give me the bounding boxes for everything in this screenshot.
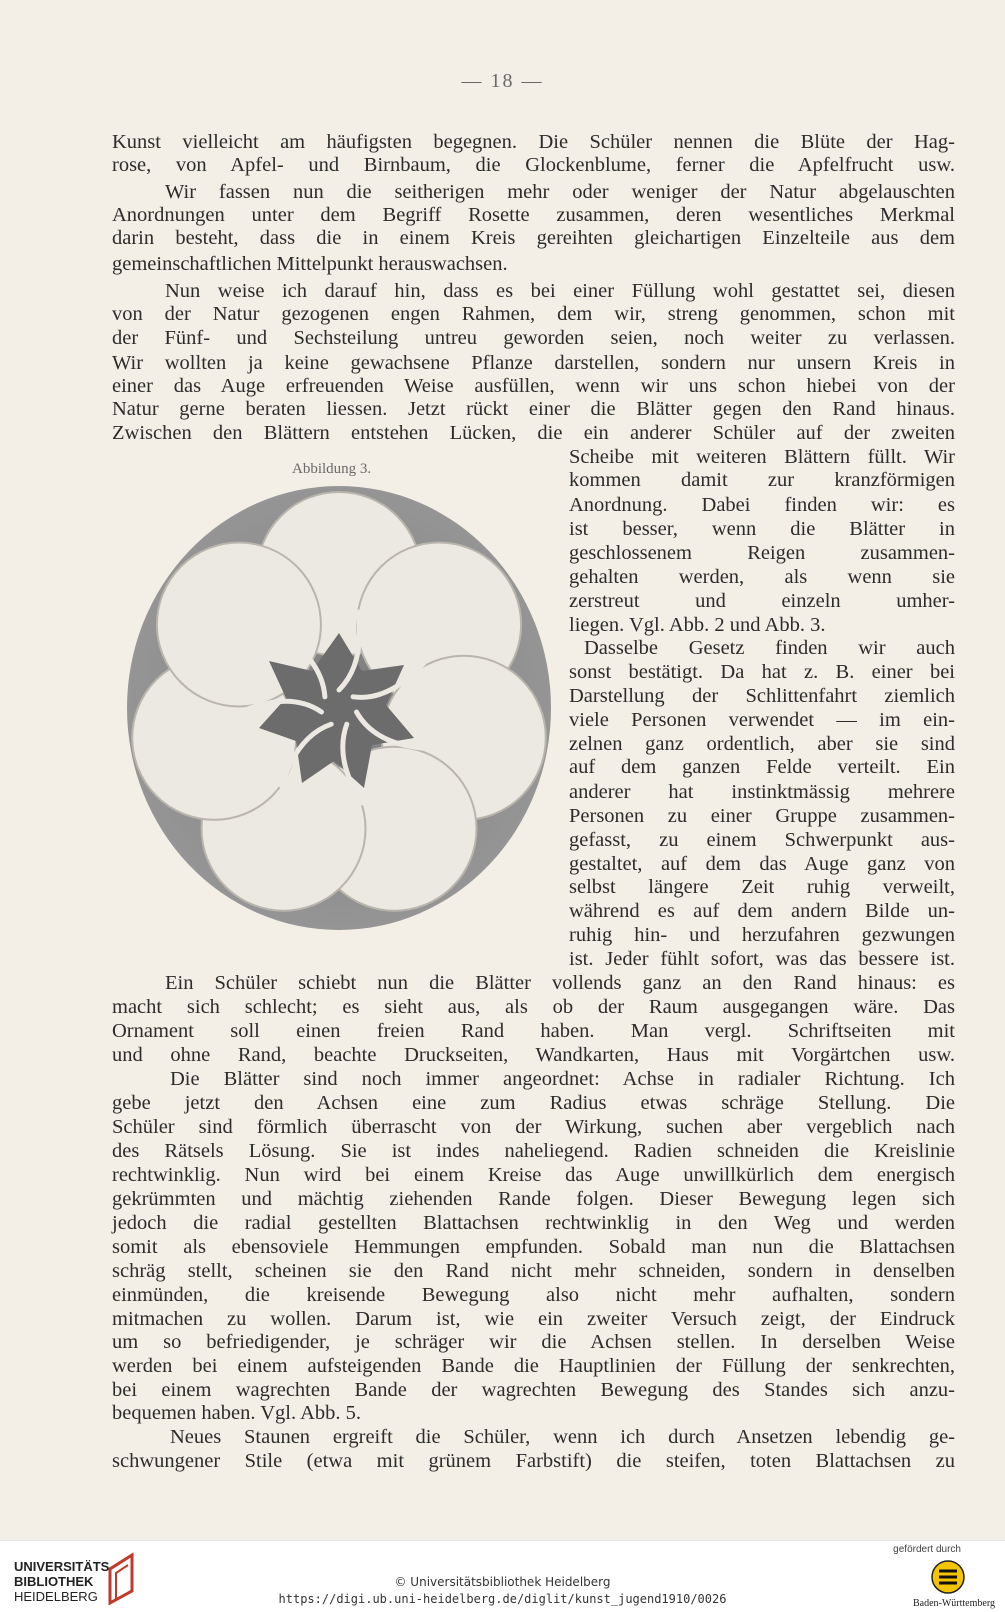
permalink[interactable]: https://digi.ub.uni-heidelberg.de/diglit/kunst_jugend1910/0026 (278, 1592, 727, 1606)
text-line: schwungener Stile (etwa mit grünem Farbstift) die steifen, toten Blattachsen zu (112, 1450, 955, 1472)
text-line: Die Blätter sind noch immer angeordnet: Achse in radialer Richtung. Ich (170, 1068, 955, 1090)
text-line: sonst bestätigt. Da hat z. B. einer bei (569, 661, 955, 683)
text-line: Wir wollten ja keine gewachsene Pflanze darstellen, sondern nur unsern Kreis in (112, 352, 955, 374)
text-line: liegen. Vgl. Abb. 2 und Abb. 3. (569, 614, 826, 636)
text-line: um so befriedigender, je schräger wir die Achsen stellen. In derselben Weise (112, 1331, 955, 1353)
text-line: gefasst, zu einem Schwerpunkt aus- (569, 829, 955, 851)
text-line: Kunst vielleicht am häufigsten begegnen. Die Schüler nennen die Blüte der Hag- (112, 131, 955, 153)
text-line: somit als ebensoviele Hemmungen empfunden. Sobald man nun die Blattachsen (112, 1236, 955, 1258)
text-line: auf dem ganzen Felde verteilt. Ein (569, 756, 955, 778)
text-line: gestaltet, auf dem das Auge ganz von (569, 853, 955, 875)
text-line: bei einem wagrechten Bande der wagrechten Bewegung des Standes sich anzu- (112, 1379, 955, 1401)
text-line: Darstellung der Schlittenfahrt ziemlich (569, 685, 955, 707)
text-line: bequemen haben. Vgl. Abb. 5. (112, 1402, 361, 1424)
text-line: darin besteht, dass die in einem Kreis gereihten gleichartigen Einzelteile aus dem (112, 227, 955, 249)
text-line: Natur gerne beraten liessen. Jetzt rückt einer die Blätter gegen den Rand hinaus. (112, 398, 955, 420)
text-line: Wir fassen nun die seitherigen mehr oder weniger der Natur abgelauschten (165, 181, 955, 203)
text-line: einmünden, die kreisende Bewegung also nicht mehr aufhalten, sondern (112, 1284, 955, 1306)
rosette-figure (124, 483, 554, 933)
text-line: jedoch die radial gestellten Blattachsen rechtwinklig in den Weg und werden (112, 1212, 955, 1234)
text-line: schräg stellt, scheinen sie den Rand nicht mehr schneiden, sondern in denselben (112, 1260, 955, 1282)
text-line: Zwischen den Blättern entstehen Lücken, die ein anderer Schüler auf der zweiten (112, 422, 955, 444)
text-line: anderer hat instinktmässig mehrere (569, 781, 955, 803)
footer-bar (0, 1540, 1005, 1612)
text-line: werden bei einem aufsteigenden Bande die Hauptlinien der Füllung der senkrechten, (112, 1355, 955, 1377)
text-line: selbst längere Zeit ruhig verweilt, (569, 876, 955, 898)
text-line: gemeinschaftlichen Mittelpunkt herauswachsen. (112, 253, 508, 275)
sponsor-label: gefördert durch (893, 1544, 961, 1555)
text-line: rose, von Apfel- und Birnbaum, die Glockenblume, ferner die Apfelfrucht usw. (112, 154, 955, 176)
text-line: Personen zu einer Gruppe zusammen- (569, 805, 955, 827)
figure-caption: Abbildung 3. (292, 461, 372, 477)
text-line: geschlossenem Reigen zusammen- (569, 542, 955, 564)
text-line: zerstreut und einzeln umher- (569, 590, 955, 612)
text-line: einer das Auge erfreuenden Weise ausfüllen, wenn wir uns schon hiebei von der (112, 375, 955, 397)
text-line: Anordnung. Dabei finden wir: es (569, 494, 955, 516)
text-line: ist. Jeder fühlt sofort, was das bessere ist. (569, 948, 955, 970)
text-line: Scheibe mit weiteren Blättern füllt. Wir (569, 446, 955, 468)
text-line: gehalten werden, als wenn sie (569, 566, 955, 588)
baden-wuerttemberg-crest-icon (931, 1559, 965, 1595)
text-line: ist besser, wenn die Blätter in (569, 518, 955, 540)
copyright-text: © Universitätsbibliothek Heidelberg (394, 1575, 611, 1589)
page-number: — 18 — (461, 70, 544, 92)
text-line: Nun weise ich darauf hin, dass es bei einer Füllung wohl gestattet sei, diesen (165, 280, 955, 302)
text-line: viele Personen verwendet — im ein- (569, 709, 955, 731)
text-line: des Rätsels Lösung. Sie ist indes naheliegend. Radien schneiden die Kreislinie (112, 1140, 955, 1162)
text-line: zelnen ganz ordentlich, aber sie sind (569, 733, 955, 755)
sponsor-name: Baden-Württemberg (912, 1598, 995, 1609)
text-line: kommen damit zur kranzförmigen (569, 469, 955, 491)
text-line: von der Natur gezogenen engen Rahmen, dem wir, streng genommen, schon mit (112, 303, 955, 325)
logo-line-3: HEIDELBERG (14, 1589, 98, 1604)
text-line: gebe jetzt den Achsen eine zum Radius etwas schräge Stellung. Die (112, 1092, 955, 1114)
logo-line-2: BIBLIOTHEK (14, 1574, 94, 1589)
text-line: Neues Staunen ergreift die Schüler, wenn ich durch Ansetzen lebendig ge- (170, 1426, 955, 1448)
text-line: und ohne Rand, beachte Druckseiten, Wandkarten, Haus mit Vorgärtchen usw. (112, 1044, 955, 1066)
text-line: Ornament soll einen freien Rand haben. Man vergl. Schriftseiten mit (112, 1020, 955, 1042)
text-line: der Fünf- und Sechsteilung untreu geworden seien, noch weiter zu verlassen. (112, 327, 955, 349)
text-line: während es auf dem andern Bilde un- (569, 900, 955, 922)
text-line: Ein Schüler schiebt nun die Blätter vollends ganz an den Rand hinaus: es (165, 972, 955, 994)
text-line: Schüler sind förmlich überrascht von der Wirkung, suchen aber vergeblich nach (112, 1116, 955, 1138)
text-line: mitmachen zu wollen. Darum ist, wie ein zweiter Versuch zeigt, der Eindruck (112, 1308, 955, 1330)
text-line: macht sich schlecht; es sieht aus, als ob der Raum ausgegangen wäre. Das (112, 996, 955, 1018)
text-line: ruhig hin- und herzufahren gezwungen (569, 924, 955, 946)
text-line: rechtwinklig. Nun wird bei einem Kreise das Auge unwillkürlich dem energisch (112, 1164, 955, 1186)
text-line: Anordnungen unter dem Begriff Rosette zusammen, deren wesentliches Merkmal (112, 204, 955, 226)
logo-line-1: UNIVERSITÄTS- (14, 1559, 114, 1574)
text-line: gekrümmten und mächtig ziehenden Rande folgen. Dieser Bewegung legen sich (112, 1188, 955, 1210)
text-line: Dasselbe Gesetz finden wir auch (584, 637, 955, 659)
